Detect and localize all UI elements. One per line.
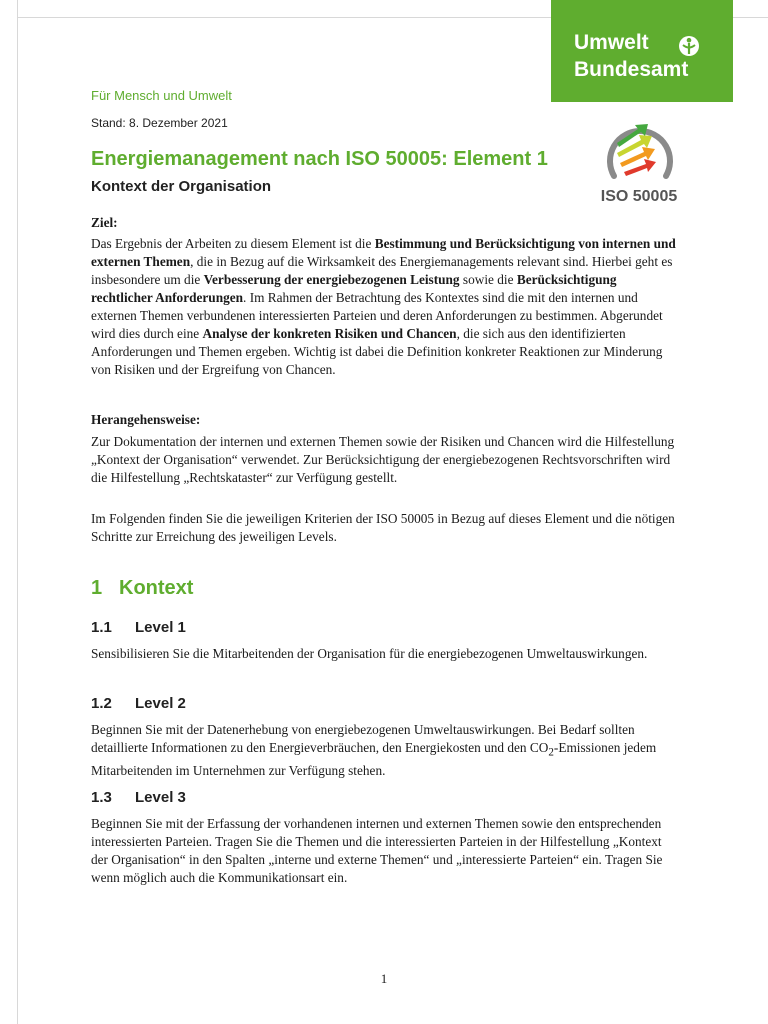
section-number: 1 <box>91 577 103 599</box>
person-tree-icon <box>678 35 700 57</box>
umweltbundesamt-logo <box>551 0 733 102</box>
approach-label <box>91 411 681 429</box>
document-subtitle: Kontext der Organisation <box>91 178 272 195</box>
level-1-text: Sensibilisieren Sie die Mitarbeitenden der Organisation für die energiebezogenen Umweltauswirkungen. <box>91 646 648 661</box>
approach-label-text: Herangehensweise: <box>91 412 201 427</box>
level-2-text-a: Beginnen Sie mit der Datenerhebung von energiebezogenen Umweltauswirkungen. Bei Bedarf sollten detaillierte Informationen zu den Energieverbräuchen, den Energiekosten und den CO <box>91 722 635 755</box>
approach-paragraph-2: Im Folgenden finden Sie die jeweiligen Kriterien der ISO 50005 in Bezug auf dieses Element und die nötigen Schritte zur Erreichung des jeweiligen Levels. <box>91 511 675 544</box>
goal-label-text: Ziel: <box>91 215 118 230</box>
iso-caption: ISO 50005 <box>600 188 678 205</box>
logo-line-2: Bundesamt <box>574 58 689 81</box>
goal-bold-3: Berücksichtigung rechtlicher Anforderungen <box>91 272 617 305</box>
page-border-left <box>17 0 18 1024</box>
goal-bold-4: Analyse der konkreten Risiken und Chancen <box>202 326 457 341</box>
goal-bold-2: Verbesserung der energiebezogenen Leistung <box>203 272 460 287</box>
goal-text-4: . Im Rahmen der Betrachtung des Kontextes sind die mit den internen und externen Themen verbundenen interessierten Parteien und deren Anforderungen zu bestimmen. Abgerundet wird dies durch eine <box>91 290 663 341</box>
goal-paragraph <box>91 235 681 379</box>
subsection-heading-level-2 <box>91 695 186 712</box>
approach-paragraph-1: Zur Dokumentation der internen und externen Themen sowie der Risiken und Chancen wird die Hilfestellung „Kontext der Organisation“ verwendet. Zur Berücksichtigung der energiebezogenen Rechtsvorschriften wird die Hilfestellung „Rechtskataster“ zur Verfügung gestellt. <box>91 434 675 485</box>
section-title: Kontext <box>119 577 194 599</box>
subsection-title: Level 3 <box>135 789 186 806</box>
goal-label <box>91 214 681 232</box>
subsection-number: 1.3 <box>91 789 112 806</box>
subsection-heading-level-1 <box>91 619 186 636</box>
subsection-title: Level 2 <box>135 695 186 712</box>
subsection-number: 1.1 <box>91 619 112 636</box>
level-2-text-b: -Emissionen jedem Mitarbeitenden im Unternehmen zur Verfügung stehen. <box>91 740 657 778</box>
subsection-title: Level 1 <box>135 619 186 636</box>
level-2-text <box>91 721 681 780</box>
subsection-number: 1.2 <box>91 695 112 712</box>
goal-text-2: , die in Bezug auf die Wirksamkeit des Energiemanagements relevant sind. Hierbei geht es insbesondere um die <box>91 254 673 287</box>
document-date: Stand: 8. Dezember 2021 <box>91 116 228 130</box>
document-title: Energiemanagement nach ISO 50005: Element 1 <box>91 148 548 170</box>
co2-subscript: 2 <box>548 746 554 759</box>
goal-text-3: sowie die <box>459 272 517 287</box>
logo-line-1: Umwelt <box>574 31 649 54</box>
goal-text-5: , die sich aus den identifizierten Anforderungen und Themen ergeben. Wichtig ist dabei die Definition konkreter Reaktionen zur Minderung von Risiken und der Ergreifung von Chancen. <box>91 326 663 377</box>
goal-text-1: Das Ergebnis der Arbeiten zu diesem Element ist die <box>91 236 375 251</box>
tagline: Für Mensch und Umwelt <box>91 88 232 103</box>
page-number: 1 <box>380 971 388 986</box>
level-3-text: Beginnen Sie mit der Erfassung der vorhandenen internen und externen Themen sowie den entsprechenden interessierten Parteien. Tragen Sie die Themen und die interessierten Parteien in der Hilfestellung „Kontext der Organisation“ in den Spalten „interne und externe Themen“ und „interessierte Parteien“ ein. Tragen Sie wenn möglich auch die Kommunikationsart ein. <box>91 816 663 885</box>
section-heading-kontext <box>91 577 193 600</box>
subsection-heading-level-3 <box>91 789 186 806</box>
goal-bold-1: Bestimmung und Berücksichtigung von internen und externen Themen <box>91 236 676 269</box>
